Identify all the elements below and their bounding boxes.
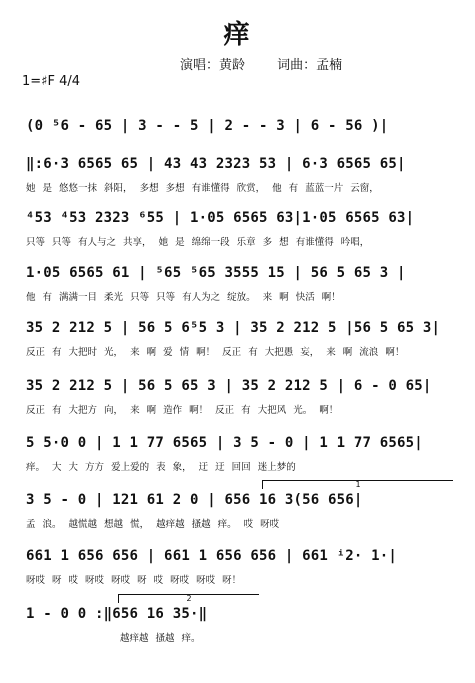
score-line-7: 5 5·0 0 | 1 1 77 6565 | 3 5 - 0 | 1 1 77 6565| xyxy=(26,435,423,451)
score-line-1: (0 ⁵6 - 65 | 3 - - 5 | 2 - - 3 | 6 - 56 )| xyxy=(26,118,389,134)
score-line-9: 661 1 656 656 | 661 1 656 656 | 661 ⁱ2· 1·| xyxy=(26,548,398,564)
score-line-8: 3 5 - 0 | 121 61 2 0 | 656 16 3(56 656| xyxy=(26,492,363,508)
first-ending-bracket: 1 xyxy=(262,480,453,489)
score-line-4: 1·05 6565 61 | ⁵65 ⁵65 3555 15 | 56 5 65 3 | xyxy=(26,265,406,281)
second-ending-bracket: 2 xyxy=(118,594,259,603)
lyric-line-5: 反正 有 大把时 光， 来 啊 爱 情 啊！ 反正 有 大把愚 妄， 来 啊 流浪 啊！ xyxy=(26,347,405,358)
lyric-line-10: 越痒越 搔越 痒。 xyxy=(120,633,201,644)
score-line-10: 1 - 0 0 :‖656 16 35·‖ xyxy=(26,606,208,622)
credits xyxy=(180,54,470,73)
composer-credit: 词曲：孟楠 xyxy=(277,58,343,73)
lyric-line-9: 呀哎 呀 哎 呀哎 呀哎 呀 哎 呀哎 呀哎 呀！ xyxy=(26,575,242,586)
song-title: 痒 xyxy=(223,20,252,50)
singer-credit: 演唱：黄龄 xyxy=(180,58,246,73)
score-line-2: ‖:6·3 6565 65 | 43 43 2323 53 | 6·3 6565 65| xyxy=(26,156,406,172)
score-line-6: 35 2 212 5 | 56 5 65 3 | 35 2 212 5 | 6 - 0 65| xyxy=(26,378,432,394)
lyric-line-3: 只等 只等 有人与之 共享， 她 是 绵绵一段 乐章 多 想 有谁懂得 吟唱， xyxy=(26,237,370,248)
lyric-line-8: 孟 浪。 越慌越 想越 慌， 越痒越 搔越 痒。 哎 呀哎 xyxy=(26,519,280,530)
lyric-line-7: 痒。 大 大 方方 爱上爱的 表 象， 迂 迂 回回 迷上梦的 xyxy=(26,462,296,473)
lyric-line-6: 反正 有 大把方 向， 来 啊 造作 啊！ 反正 有 大把风 光。 啊！ xyxy=(26,405,339,416)
score-line-5: 35 2 212 5 | 56 5 6⁵5 3 | 35 2 212 5 |56 5 65 3| xyxy=(26,320,441,336)
score-line-3: ⁴53 ⁴53 2323 ⁶55 | 1·05 6565 63|1·05 6565 63| xyxy=(26,210,415,226)
key-signature: 1=♯F 4/4 xyxy=(22,74,80,89)
lyric-line-4: 他 有 满满一目 柔光 只等 只等 有人为之 绽放。 来 啊 快活 啊！ xyxy=(26,292,341,303)
lyric-line-2: 她 是 悠悠一抹 斜阳， 多想 多想 有谁懂得 欣赏， 他 有 蓝蓝一片 云窗， xyxy=(26,183,379,194)
